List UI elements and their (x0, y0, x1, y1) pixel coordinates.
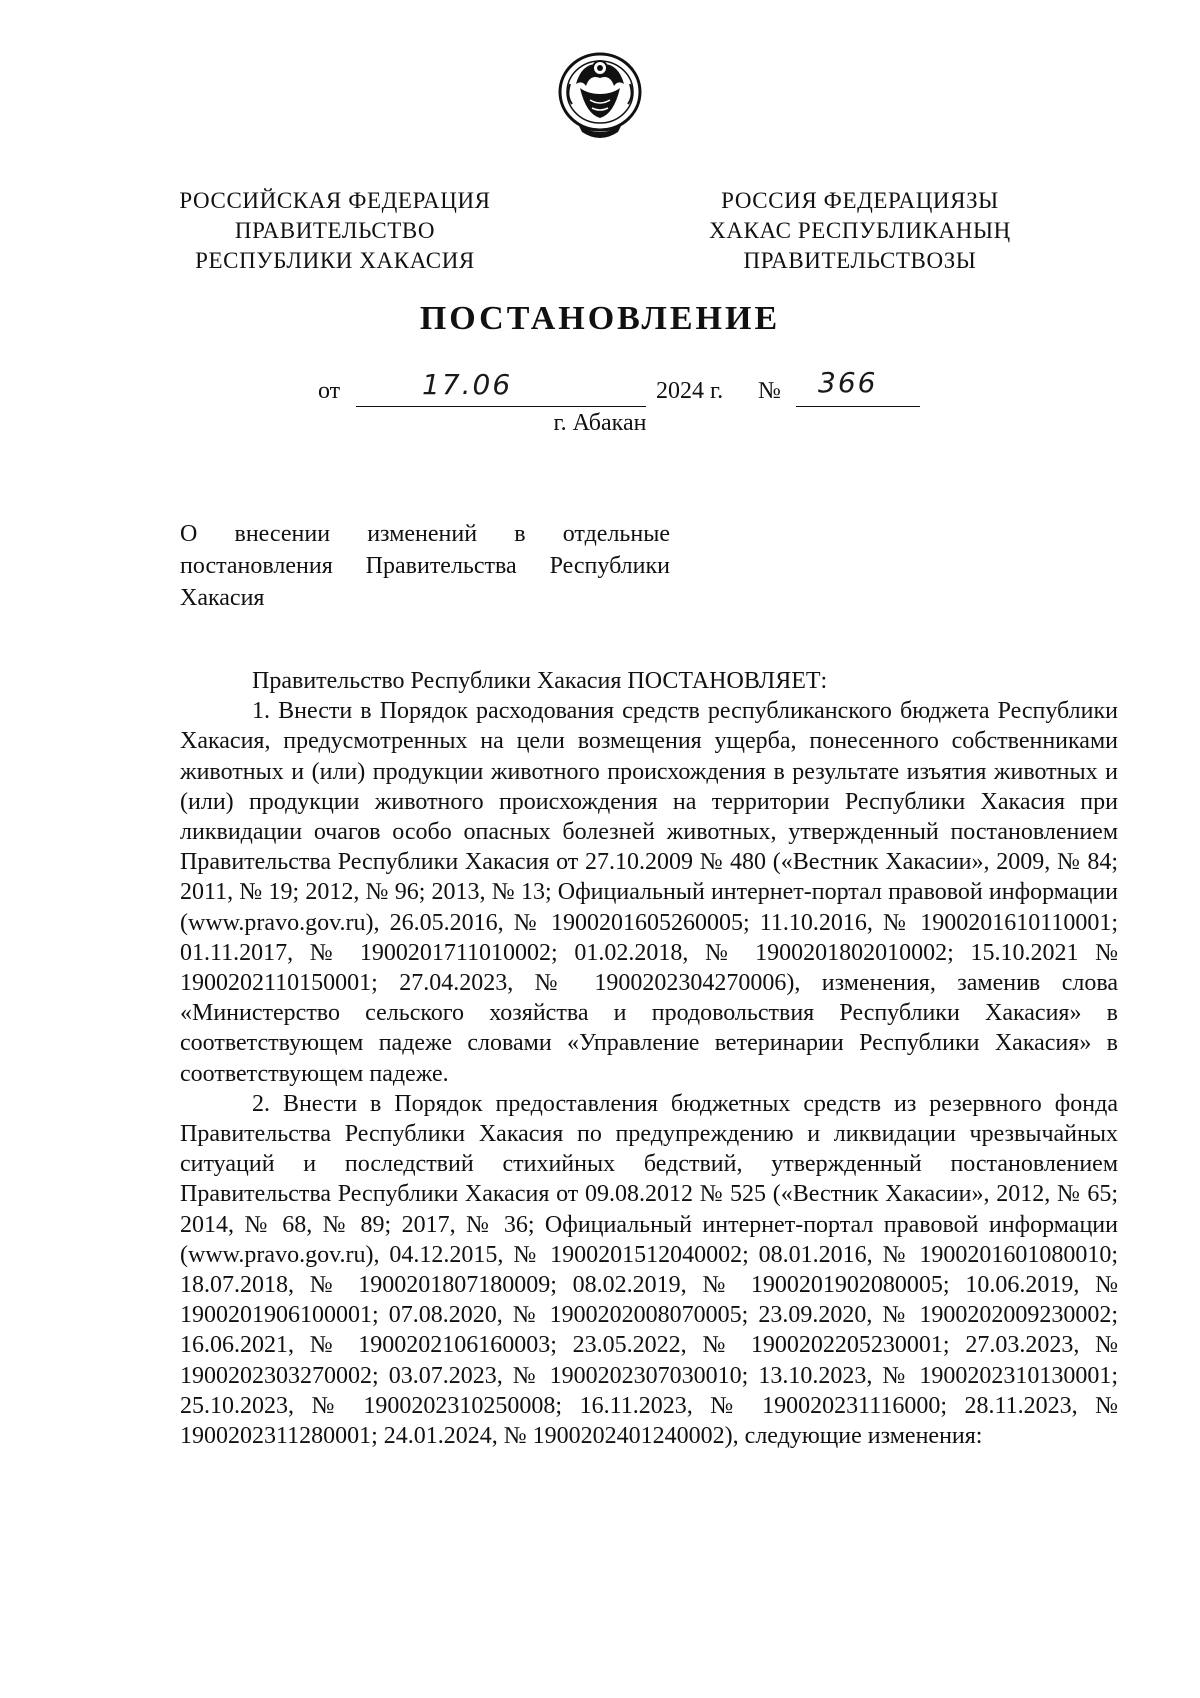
number-underline (796, 406, 920, 407)
header-right-line-2: ХАКАС РЕСПУБЛИКАНЫҢ (709, 218, 1011, 243)
date-number-line (318, 366, 938, 408)
coat-of-arms-icon (556, 44, 644, 144)
item-2: 2. Внести в Порядок предоставления бюджетных средств из резервного фонда Правительства Республики Хакасия по предупреждению и ликвидации чрезвычайных ситуаций и последствий стихийных бедствий, утвержденный постановлением Правительства Республики Хакасия от 09.08.2012 № 525 («Вестник Хакасии», 2012, № 65; 2014, № 68, № 89; 2017, № 36; Официальный интернет-портал правовой информации (www.pravo.gov.ru), 04.12.2015, № 1900201512040002; 08.01.2016, № 1900201601080010; 18.07.2018, № 1900201807180009; 08.02.2019, № 1900201902080005; 10.06.2019, № 1900201906100001; 07.08.2020, № 1900202008070005; 23.09.2020, № 1900202009230002; 16.06.2021, № 1900202106160003; 23.05.2022, № 1900202205230001; 27.03.2023, № 1900202303270002; 03.07.2023, № 1900202307030010; 13.10.2023, № 1900202310130001; 25.10.2023, № 1900202310250008; 16.11.2023, № 190020231116000; 28.11.2023, № 1900202311280001; 24.01.2024, № 1900202401240002), следующие изменения: (180, 1090, 1118, 1450)
header-right-line-1: РОССИЯ ФЕДЕРАЦИЯЗЫ (721, 188, 999, 213)
handwritten-number: 366 (818, 366, 878, 399)
header-left-line-2: ПРАВИТЕЛЬСТВО (234, 218, 436, 243)
item-1: 1. Внести в Порядок расходования средств республиканского бюджета Республики Хакасия, предусмотренных на цели возмещения ущерба, понесенного собственниками животных и (или) продукции животного происхождения в результате изъятия животных и (или) продукции животного происхождения на территории Республики Хакасия при ликвидации очагов особо опасных болезней животных, утвержденный постановлением Правительства Республики Хакасия от 27.10.2009 № 480 («Вестник Хакасии», 2009, № 84; 2011, № 19; 2012, № 96; 2013, № 13; Официальный интернет-портал правовой информации (www.pravo.gov.ru), 26.05.2016, № 1900201605260005; 11.10.2016, № 1900201610110001; 01.11.2017, № 1900201711010002; 01.02.2018, № 1900201802010002; 15.10.2021 № 1900202110150001; 27.04.2023, № 1900202304270006), изменения, заменив слова «Министерство сельского хозяйства и продовольствия Республики Хакасия» в соответствующем падеже словами «Управление ветеринарии Республики Хакасия» в соответствующем падеже. (180, 698, 1118, 1087)
preamble: Правительство Республики Хакасия ПОСТАНОВЛЯЕТ: (252, 668, 828, 694)
document-subject: О внесении изменений в отдельные постановления Правительства Республики Хакасия (180, 521, 670, 611)
city: г. Абакан (553, 410, 647, 436)
header-right-line-3: ПРАВИТЕЛЬСТВОЗЫ (743, 248, 977, 273)
header-left (160, 186, 510, 276)
date-underline (356, 406, 646, 407)
header-left-line-1: РОССИЙСКАЯ ФЕДЕРАЦИЯ (179, 188, 491, 213)
document-body (180, 666, 1118, 1451)
year-label: 2024 г. (656, 378, 724, 404)
number-label: № (758, 378, 781, 404)
header-right (690, 186, 1030, 276)
document-title: ПОСТАНОВЛЕНИЕ (419, 300, 781, 337)
handwritten-date: 17.06 (422, 368, 513, 401)
header-left-line-3: РЕСПУБЛИКИ ХАКАСИЯ (195, 248, 475, 273)
date-prefix: от (318, 378, 341, 404)
